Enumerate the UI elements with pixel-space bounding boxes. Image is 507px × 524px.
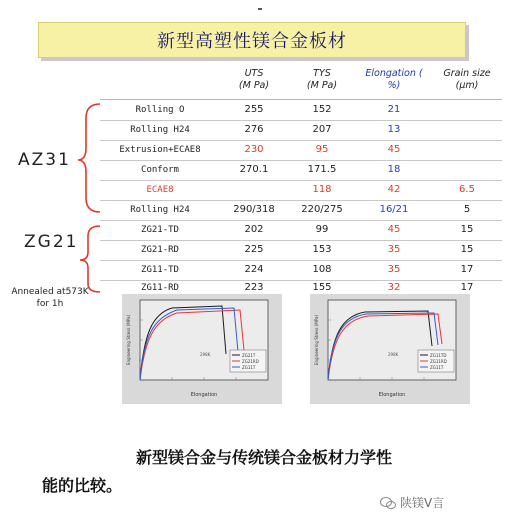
elongation-header-label: Elongation (: [365, 68, 423, 79]
chart-left-note: 298K: [200, 352, 211, 357]
row-elongation: 45: [387, 144, 401, 155]
row-tys: 171.5: [307, 164, 337, 175]
watermark: [380, 494, 444, 511]
wechat-icon: [380, 496, 396, 510]
chart-right-figure: [310, 294, 470, 404]
chart-left-legend-3: ZG11T: [242, 365, 256, 370]
elongation-header-unit: %): [387, 80, 401, 91]
row-grain-size: 17: [460, 264, 474, 275]
annealed-note: Annealed at573K for 1h: [11, 287, 89, 309]
watermark-text: 陕镁V言: [400, 496, 445, 510]
grain-size-header-unit: (μm): [455, 80, 479, 91]
row-elongation: 35: [387, 264, 401, 275]
row-tys: 108: [312, 264, 332, 275]
row-grain-size: 15: [460, 224, 474, 235]
stress-strain-chart-right: [310, 294, 470, 404]
row-elongation: 21: [387, 104, 401, 115]
chart-right-legend-3: ZG11T: [430, 365, 444, 370]
chart-right-ylabel: Engineering Stress (MPa): [314, 314, 319, 366]
row-grain-size: 6.5: [459, 184, 475, 195]
row-name: Rolling H24: [130, 205, 190, 215]
row-uts: 290/318: [233, 204, 275, 215]
row-elongation: 18: [387, 164, 401, 175]
chart-left-legend-1: ZG21T: [242, 353, 256, 358]
row-name: ZG11-RD: [141, 283, 179, 293]
row-elongation: 42: [387, 184, 401, 195]
stress-strain-chart-left: [122, 294, 282, 404]
row-tys: 155: [312, 282, 332, 293]
uts-header-unit: (M Pa): [238, 80, 270, 91]
row-tys: 207: [312, 124, 332, 135]
grain-size-header-label: Grain size: [443, 68, 491, 79]
row-uts: 276: [244, 124, 264, 135]
row-name: Rolling H24: [130, 125, 190, 135]
row-name: Rolling O: [135, 105, 185, 115]
row-uts: 255: [244, 104, 264, 115]
chart-right-xlabel: Elongation: [378, 392, 406, 398]
row-grain-size: 17: [460, 282, 474, 293]
page-title: 新型高塑性镁合金板材: [38, 22, 466, 58]
row-uts: 224: [244, 264, 264, 275]
row-tys: 153: [312, 244, 332, 255]
row-uts: 223: [244, 282, 264, 293]
row-name: Conform: [141, 165, 179, 175]
row-tys: 118: [312, 184, 332, 195]
chart-left-legend-2: ZG21RD: [242, 359, 259, 364]
row-elongation: 45: [387, 224, 401, 235]
az31-group-label: AZ31: [18, 150, 71, 170]
chart-right-note: 298K: [388, 352, 399, 357]
caption-line-1: 新型镁合金与传统镁合金板材力学性: [136, 448, 393, 467]
row-uts: 225: [244, 244, 264, 255]
row-name: ZG21-RD: [141, 245, 179, 255]
row-name: ECAE8: [146, 185, 174, 195]
zg21-bracket: [80, 226, 100, 292]
tys-header-unit: (M Pa): [306, 80, 338, 91]
row-elongation: 13: [387, 124, 401, 135]
zg21-group-label: ZG21: [24, 232, 79, 252]
row-name: Extrusion+ECAE8: [119, 145, 201, 155]
row-tys: 99: [315, 224, 329, 235]
az31-bracket: [78, 104, 100, 212]
row-elongation: 16/21: [379, 204, 409, 215]
chart-right-legend-1: ZG11TD: [430, 353, 447, 358]
caption: [42, 444, 502, 500]
row-uts: 270.1: [239, 164, 269, 175]
row-grain-size: 15: [460, 244, 474, 255]
row-elongation: 35: [387, 244, 401, 255]
uts-header-label: UTS: [244, 68, 264, 79]
caption-line-2: 能的比较。: [42, 476, 123, 495]
row-uts: 230: [244, 144, 264, 155]
row-name: ZG21-TD: [141, 225, 179, 235]
chart-left-xlabel: Elongation: [190, 392, 218, 398]
chart-right-legend-2: ZG11RD: [430, 359, 447, 364]
row-uts: 202: [244, 224, 264, 235]
row-grain-size: 5: [463, 204, 471, 215]
row-tys: 152: [312, 104, 332, 115]
chart-left-figure: [122, 294, 282, 404]
row-tys: 220/275: [301, 204, 343, 215]
row-name: ZG11-TD: [141, 265, 179, 275]
chart-left-ylabel: Engineering Stress (MPa): [126, 314, 131, 366]
row-elongation: 32: [387, 282, 401, 293]
row-tys: 95: [315, 144, 329, 155]
tys-header-label: TYS: [313, 68, 331, 79]
